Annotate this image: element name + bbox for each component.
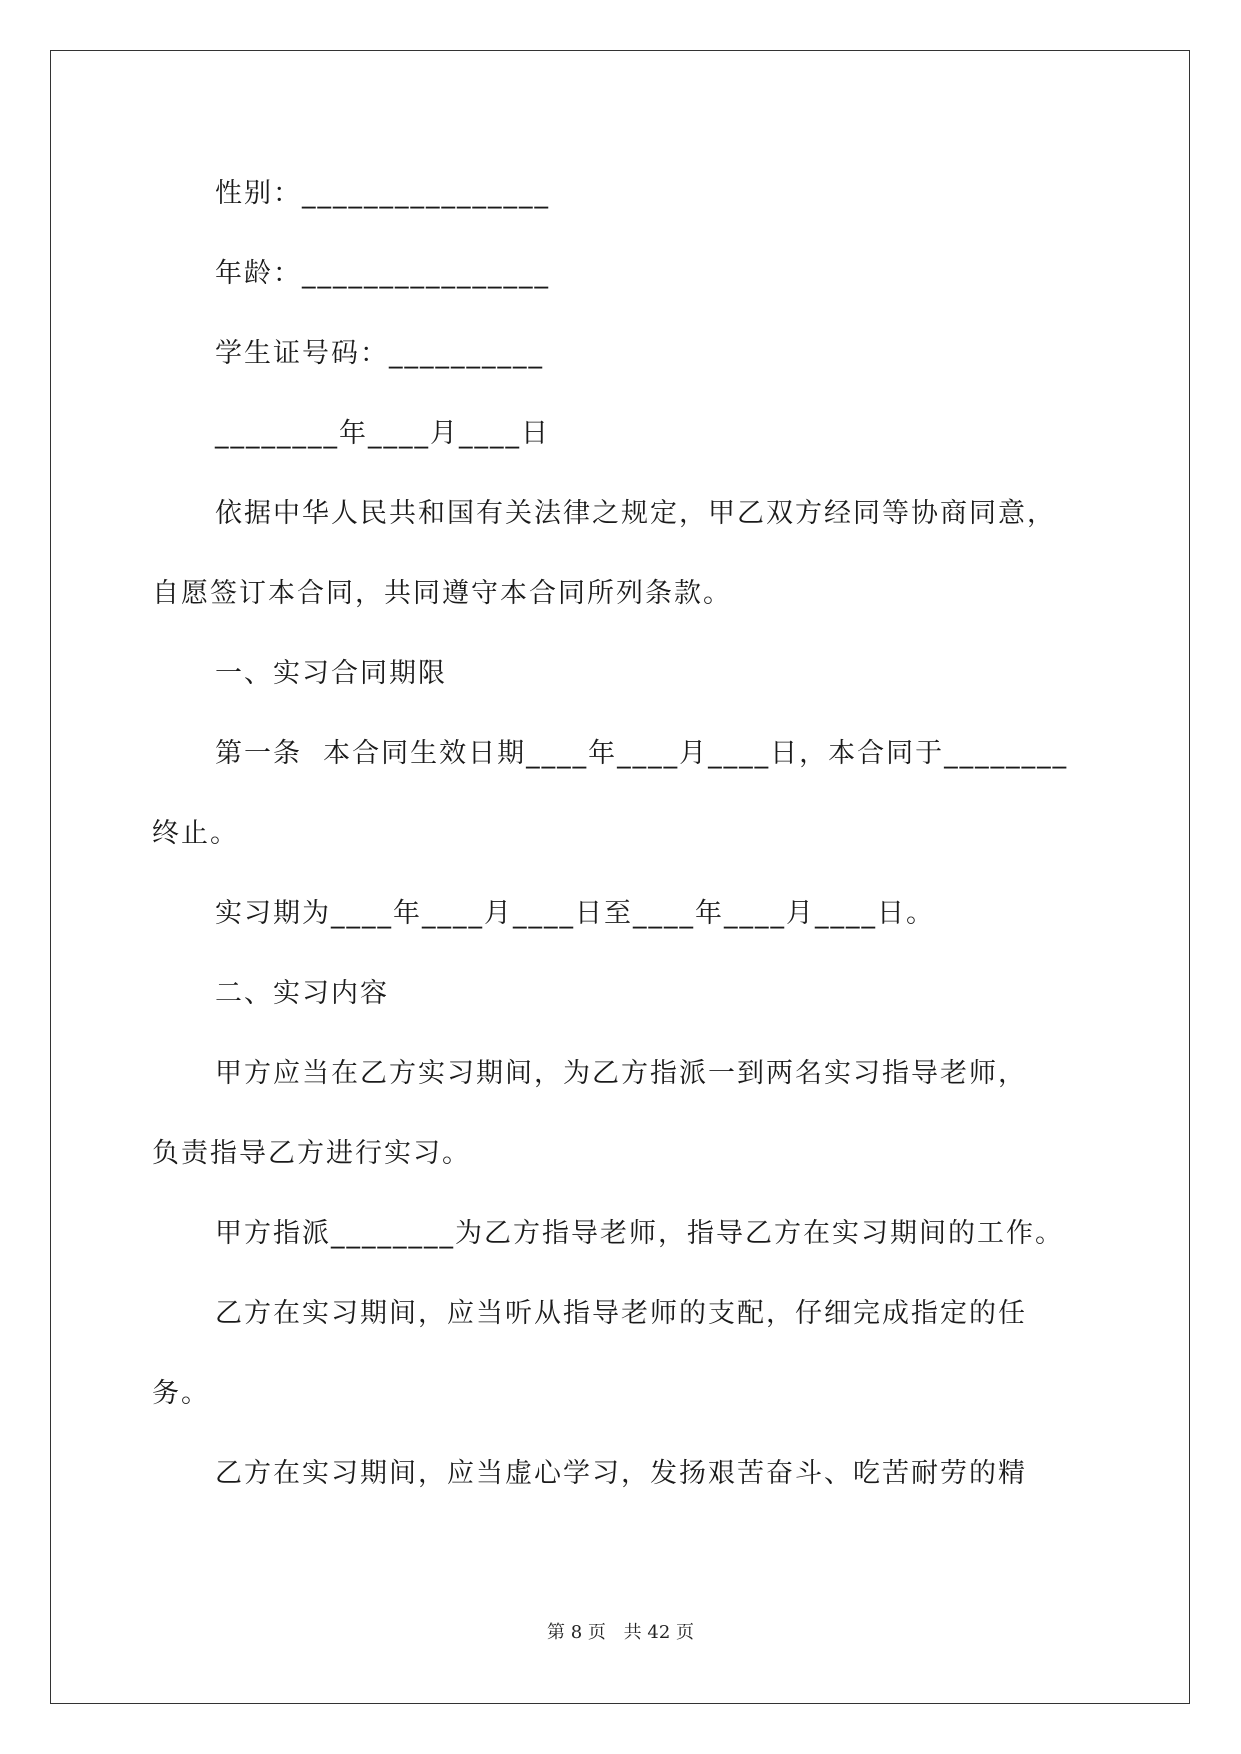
paragraph-line: 甲方应当在乙方实习期间，为乙方指派一到两名实习指导老师， [215, 1058, 1027, 1089]
page-number: 第 8 页 [547, 1622, 606, 1643]
paragraph-line: 第一条 本合同生效日期____年____月____日，本合同于________ [215, 738, 1069, 769]
paragraph-line: 实习期为____年____月____日至____年____月____日。 [215, 898, 935, 929]
section-heading: 一、实习合同期限 [215, 658, 447, 689]
page-footer [0, 1618, 1241, 1644]
age-field: 年龄：________________ [215, 258, 550, 289]
paragraph-line: 乙方在实习期间，应当听从指导老师的支配，仔细完成指定的任 [215, 1298, 1027, 1329]
section-heading: 二、实习内容 [215, 978, 389, 1009]
student-id-field: 学生证号码：__________ [215, 338, 544, 369]
paragraph-line: 负责指导乙方进行实习。 [152, 1138, 471, 1169]
paragraph-line: 乙方在实习期间，应当虚心学习，发扬艰苦奋斗、吃苦耐劳的精 [215, 1458, 1027, 1489]
date-field: ________年____月____日 [215, 418, 550, 449]
paragraph-line: 自愿签订本合同，共同遵守本合同所列条款。 [152, 578, 732, 609]
paragraph-line: 依据中华人民共和国有关法律之规定，甲乙双方经同等协商同意， [215, 498, 1056, 529]
paragraph-line: 终止。 [152, 818, 239, 849]
gender-field: 性别：________________ [215, 178, 550, 209]
page-total: 共 42 页 [623, 1622, 694, 1643]
paragraph-line: 务。 [152, 1378, 210, 1409]
paragraph-line: 甲方指派________为乙方指导老师，指导乙方在实习期间的工作。 [215, 1218, 1064, 1249]
